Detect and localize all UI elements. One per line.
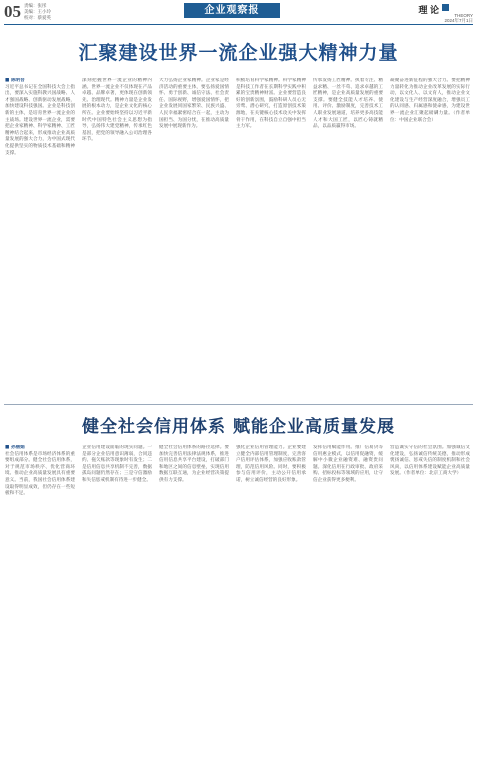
column-text: 企业信用建设面临的现实问题。一是部分企业信用意识薄弱，合同违约、拖欠账款等现象时有发生；二是信用信息共享机制不完善，数据孤岛问题仍然存在；三是守信激励和失信惩戒机制有待进一步健全。 [82,445,152,483]
column-text: 积极培育科学家精神。科学家精神是科技工作者在长期科学实践中积累的宝贵精神财富。企业要营造良好的创新氛围，鼓励科研人员心无旁骛、潜心研究，打造原创技术策源地，在关键核心技术攻关中发挥骨干作用，在科技自立自强中担当主力军。 [236,78,306,130]
column-text: 习近平总书记在全国科技大会上指出，要深入实施科教兴国战略、人才强国战略、创新驱动发展战略，加快建设科技强国。企业是科技创新的主体，是培育世界一流企业的主战场。建设世界一流企业，需要把企业家精神、科学家精神、工匠精神结合起来，形成推动企业高质量发展的强大合力，为中国式现代化提供坚实的物质技术基础和精神支撑。 [5,84,75,156]
article2-column [236,445,306,751]
article2-column [313,445,383,751]
article2-column [390,445,470,751]
article1-column [390,78,470,400]
meta-line: 美编：王小玲 [24,9,51,14]
masthead [0,0,477,24]
column-text: 强化企业信用管理能力。企业要建立健全内部信用管理制度，完善客户信用评估体系，加强应收账款管理，防范信用风险。同时，要积极参与信用评价，主动公开信用承诺，树立诚信经营的良好形象。 [236,445,306,483]
article1-headline: 汇聚建设世界一流企业强大精神力量 [78,42,399,64]
edition-line: 2024年7月1日 [444,18,473,23]
article1-column [82,78,152,400]
article1-column [159,78,229,400]
meta-line: 责编：张彤 [24,3,47,8]
column-text: 深刻把握世界一流企业的精神内涵。世界一流企业不仅体现在产品卓越、品牌卓著，更体现在创新领先、治理现代。精神力量是企业发展的根本动力，是企业文化的核心所在。企业要始终坚持以习近平新时代中国特色社会主义思想为指导，弘扬伟大建党精神，传承红色基因，把党的领导融入公司治理各环节。 [82,78,152,143]
column-text: 大力弘扬企业家精神。企业家是经济活动的重要主体，要弘扬爱国情怀、勇于创新、诚信守法、社会责任、国际视野，增强爱国情怀，把企业发展同国家繁荣、民族兴盛、人民幸福紧密结合在一起，主动为国担当、为国分忧，在推动高质量发展中展现新作为。 [159,78,229,130]
article-divider [4,404,473,405]
column-text: 凝聚奋进新征程的强大合力。要把精神力量转化为推动企业改革发展的实际行动，以文化人、以文育人，推动企业文化建设与生产经营深度融合，增强员工的认同感、归属感和使命感，为建设世界一流企业汇聚起磅礴力量。（作者单位：中国企业联合会） [390,78,470,123]
column-text: 健全社会信用体系的路径选择。要加快完善信用法律法规体系，推进信用信息共享平台建设，打破部门和地区之间的信息壁垒，实现信用数据互联互通，为企业经营决策提供有力支撑。 [159,445,229,483]
article2-column [82,445,152,751]
article1-byline: ■ 陈明吾 [5,78,25,83]
column-text: 营造诚实守信的社会氛围。加强诚信文化建设，弘扬诚信传统美德，推动形成褒扬诚信、惩戒失信的制度机制和社会风尚，以信用体系建设赋能企业高质量发展。（作者单位：北京工商大学） [390,445,470,477]
paper-logo: 企业观察报 [184,3,280,18]
edition-line: THEORY [454,13,473,18]
article1-column [5,78,75,400]
article2-byline: ■ 孙丽娟 [5,445,25,450]
page-number: 05 [4,2,21,21]
article2-column [159,445,229,751]
article2-headline: 健全社会信用体系 赋能企业高质量发展 [82,417,395,437]
masthead-rule [4,24,473,25]
article1-column [313,78,383,400]
meta-line: 校对：蔡爱英 [24,15,51,20]
column-text: 发挥信用赋能作用。推广信易贷等信用惠企模式，以信用促融资，缓解中小微企业融资难、融资贵问题。深化信用在行政审批、政府采购、招标投标等领域的应用，让守信企业获得更多便利。 [313,445,383,483]
article1-column [236,78,306,400]
page-meta [24,3,51,21]
square-icon [442,4,449,11]
edition-info [444,13,473,23]
article2-column [5,445,75,751]
column-text: 社会信用体系是市场经济体系的重要组成部分。健全社会信用体系，对于规范市场秩序、优化营商环境、推动企业高质量发展具有重要意义。当前，我国社会信用体系建设取得明显成效，但仍存在一些短板和不足。 [5,451,75,497]
section-name: 理 论 [418,5,439,15]
column-text: 传承发扬工匠精神。执着专注、精益求精、一丝不苟、追求卓越的工匠精神，是企业高质量发展的重要支撑。要健全技能人才培养、使用、评价、激励制度，完善技术工人职业发展通道，培养更多高技能人才和大国工匠，以匠心铸就精品，以品质赢得市场。 [313,78,383,130]
